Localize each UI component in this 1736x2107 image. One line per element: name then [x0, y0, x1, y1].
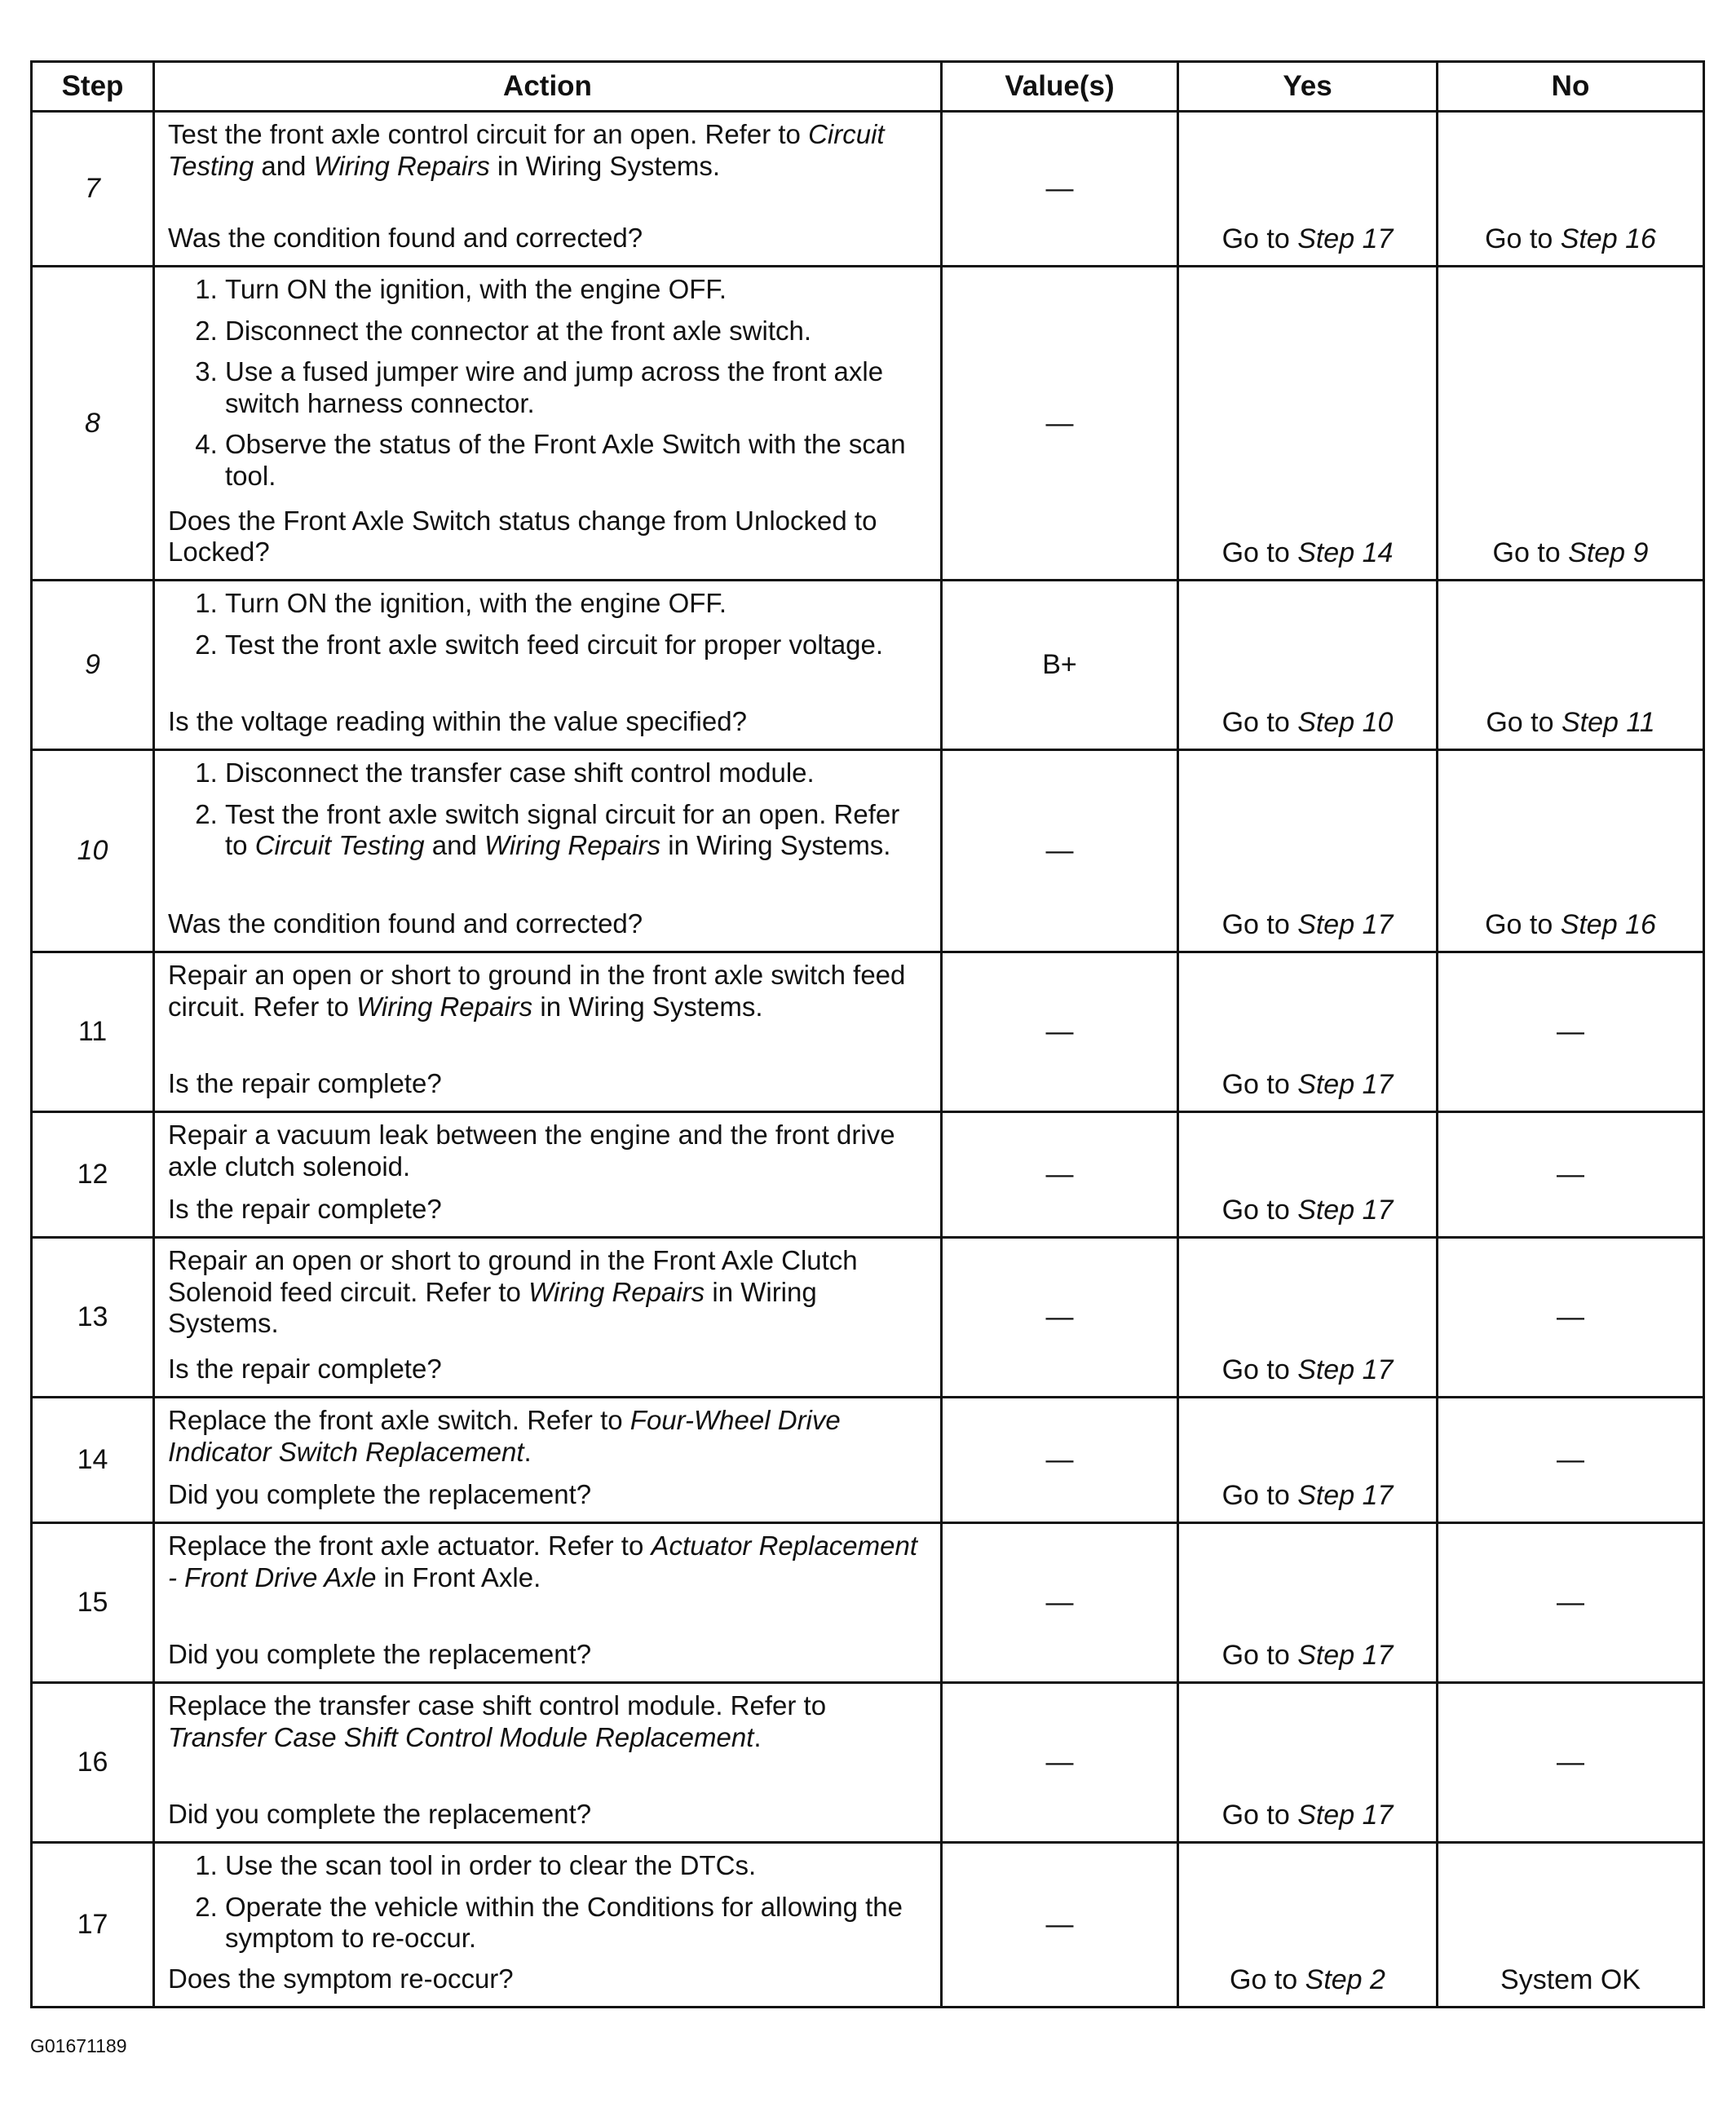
result-step: Step 16 — [1560, 909, 1656, 940]
result-text: — — [1557, 1587, 1584, 1618]
action-step — [225, 1892, 927, 1955]
table-row — [32, 1843, 1704, 2008]
table-row — [32, 750, 1704, 952]
result-step: Step 10 — [1297, 707, 1394, 738]
reference-text: Circuit Testing — [168, 119, 885, 181]
action-steps — [168, 758, 927, 862]
action-step — [225, 429, 927, 492]
text-run: in Wiring Systems. — [489, 150, 721, 181]
action-question: Is the repair complete? — [168, 1068, 442, 1099]
action-content — [168, 1405, 927, 1511]
value-cell: — — [942, 1238, 1178, 1398]
reference-text: Wiring Repairs — [356, 991, 533, 1022]
result-step: Step 17 — [1297, 1069, 1394, 1100]
result-prefix: Go to — [1221, 1069, 1298, 1100]
no-result — [1438, 1843, 1704, 2008]
action-question: Does the symptom re-occur? — [168, 1963, 514, 1994]
no-result — [1438, 952, 1704, 1112]
result-step: Step 17 — [1297, 909, 1394, 940]
action-content — [168, 1690, 927, 1831]
yes-result — [1178, 952, 1438, 1112]
table-row — [32, 1523, 1704, 1683]
text-run: Replace the front axle actuator. Refer to — [168, 1531, 652, 1561]
action-question: Did you complete the replacement? — [168, 1479, 592, 1510]
result-prefix: Go to — [1485, 909, 1561, 940]
action-step — [225, 758, 927, 789]
action-content — [168, 1850, 927, 1995]
text-run: Repair an open or short to ground in the front axle switch feed circuit. Refer to — [168, 960, 906, 1022]
diagnostic-table — [30, 60, 1705, 2008]
step-number: 10 — [32, 750, 154, 952]
action-cell — [154, 1523, 942, 1683]
action-step — [225, 356, 927, 419]
value-cell: — — [942, 750, 1178, 952]
reference-text: Wiring Repairs — [528, 1276, 705, 1307]
action-instructions — [168, 588, 927, 660]
text-run: . — [523, 1436, 532, 1467]
header-step: Step — [32, 62, 154, 112]
text-run: Replace the front axle switch. Refer to — [168, 1405, 630, 1435]
action-step — [225, 274, 927, 306]
action-content — [168, 960, 927, 1100]
value-cell: — — [942, 112, 1178, 267]
step-number: 13 — [32, 1238, 154, 1398]
value-cell: — — [942, 952, 1178, 1112]
table-row — [32, 112, 1704, 267]
figure-id: G01671189 — [30, 2035, 127, 2056]
reference-text: Four-Wheel Drive Indicator Switch Replacement — [168, 1405, 841, 1467]
text-run: in Wiring Systems. — [532, 991, 763, 1022]
action-step — [225, 1850, 927, 1882]
no-result — [1438, 1112, 1704, 1238]
result-text: — — [1557, 1159, 1584, 1190]
yes-result — [1178, 1398, 1438, 1523]
text-run: in Wiring Systems. — [660, 830, 891, 861]
result-step: Step 9 — [1568, 537, 1649, 568]
action-content — [168, 588, 927, 738]
action-step — [225, 316, 927, 347]
action-content — [168, 119, 927, 254]
yes-result — [1178, 581, 1438, 750]
text-run: Use the scan tool in order to clear the DTCs. — [225, 1850, 757, 1880]
text-run: Test the front axle switch feed circuit for proper voltage. — [225, 629, 884, 660]
result-prefix: Go to — [1221, 1640, 1298, 1671]
yes-result — [1178, 1112, 1438, 1238]
action-steps — [168, 274, 927, 493]
result-step: Step 11 — [1561, 707, 1655, 738]
text-run: Disconnect the transfer case shift control module. — [225, 758, 815, 788]
yes-result — [1178, 267, 1438, 581]
action-instructions — [168, 1245, 927, 1340]
text-run: Replace the transfer case shift control module. Refer to — [168, 1690, 827, 1720]
action-instructions — [168, 758, 927, 862]
header-row — [32, 62, 1704, 112]
result-prefix: Go to — [1221, 537, 1298, 568]
action-paragraph — [168, 1245, 927, 1340]
text-run: Repair a vacuum leak between the engine and the front drive axle clutch solenoid. — [168, 1120, 895, 1182]
text-run: and — [254, 150, 314, 181]
yes-result — [1178, 112, 1438, 267]
result-text: — — [1557, 1016, 1584, 1047]
text-run: and — [424, 830, 484, 861]
action-paragraph — [168, 1405, 927, 1468]
text-run: in Front Axle. — [376, 1561, 541, 1592]
action-cell — [154, 1238, 942, 1398]
action-step — [225, 588, 927, 620]
table-row — [32, 1238, 1704, 1398]
action-instructions — [168, 1531, 927, 1593]
value-cell: — — [942, 1398, 1178, 1523]
action-instructions — [168, 274, 927, 493]
text-run: in Wiring Systems. — [168, 1276, 817, 1339]
step-number: 8 — [32, 267, 154, 581]
result-step: Step 17 — [1297, 1800, 1394, 1831]
yes-result — [1178, 1683, 1438, 1843]
reference-text: Wiring Repairs — [313, 150, 490, 181]
action-content — [168, 758, 927, 940]
action-content — [168, 1245, 927, 1385]
result-prefix: Go to — [1221, 707, 1298, 738]
action-cell — [154, 750, 942, 952]
table-row — [32, 1112, 1704, 1238]
text-run: Use a fused jumper wire and jump across the front axle switch harness connector. — [225, 356, 884, 418]
header-values: Value(s) — [942, 62, 1178, 112]
text-run: Repair an open or short to ground in the Front Axle Clutch Solenoid feed circuit. Refer to — [168, 1245, 858, 1307]
text-run: Turn ON the ignition, with the engine OFF. — [225, 588, 727, 618]
table-row — [32, 1398, 1704, 1523]
result-step: Step 2 — [1305, 1964, 1385, 1995]
reference-text: Wiring Repairs — [484, 830, 661, 861]
action-cell — [154, 112, 942, 267]
action-question: Did you complete the replacement? — [168, 1799, 592, 1830]
step-number: 11 — [32, 952, 154, 1112]
reference-text: Transfer Case Shift Control Module Replacement — [168, 1721, 754, 1752]
action-instructions — [168, 1405, 927, 1468]
result-step: Step 17 — [1297, 1640, 1394, 1671]
value-cell: — — [942, 1523, 1178, 1683]
action-instructions — [168, 119, 927, 182]
step-number: 16 — [32, 1683, 154, 1843]
action-instructions — [168, 1120, 927, 1182]
action-steps — [168, 588, 927, 660]
text-run: . — [753, 1721, 762, 1752]
action-question: Was the condition found and corrected? — [168, 223, 643, 254]
text-run: Disconnect the connector at the front axle switch. — [225, 315, 812, 346]
result-step: Step 17 — [1297, 1480, 1394, 1511]
action-cell — [154, 1683, 942, 1843]
action-content — [168, 1531, 927, 1671]
header-no: No — [1438, 62, 1704, 112]
action-cell — [154, 267, 942, 581]
step-number: 15 — [32, 1523, 154, 1683]
no-result — [1438, 581, 1704, 750]
no-result — [1438, 1238, 1704, 1398]
action-question: Was the condition found and corrected? — [168, 908, 643, 939]
value-cell: — — [942, 1112, 1178, 1238]
step-number: 17 — [32, 1843, 154, 2008]
text-run: Operate the vehicle within the Conditions for allowing the symptom to re-occur. — [225, 1891, 903, 1954]
action-cell — [154, 1843, 942, 2008]
action-step — [225, 799, 927, 862]
result-prefix: Go to — [1221, 909, 1298, 940]
action-steps — [168, 1850, 927, 1955]
result-step: Step 14 — [1297, 537, 1394, 568]
result-text: — — [1557, 1747, 1584, 1778]
no-result — [1438, 1523, 1704, 1683]
no-result — [1438, 112, 1704, 267]
text-run: Test the front axle control circuit for an open. Refer to — [168, 119, 809, 149]
step-number: 7 — [32, 112, 154, 267]
result-step: Step 17 — [1297, 1195, 1394, 1226]
action-cell — [154, 581, 942, 750]
yes-result — [1178, 750, 1438, 952]
action-question: Is the repair complete? — [168, 1194, 442, 1225]
action-question: Did you complete the replacement? — [168, 1639, 592, 1670]
action-question: Does the Front Axle Switch status change from Unlocked to Locked? — [168, 505, 877, 568]
text-run: Observe the status of the Front Axle Switch with the scan tool. — [225, 429, 906, 492]
result-step: Step 16 — [1560, 223, 1656, 254]
result-step: Step 17 — [1297, 1354, 1394, 1385]
reference-text: Actuator Replacement - Front Drive Axle — [168, 1531, 918, 1592]
result-prefix: Go to — [1486, 707, 1562, 738]
result-step: Step 17 — [1297, 223, 1394, 254]
header-action: Action — [154, 62, 942, 112]
action-paragraph — [168, 960, 927, 1023]
step-number: 12 — [32, 1112, 154, 1238]
result-text: System OK — [1500, 1964, 1641, 1995]
result-text: — — [1557, 1444, 1584, 1475]
value-cell: — — [942, 1683, 1178, 1843]
result-prefix: Go to — [1221, 1800, 1298, 1831]
table-row — [32, 1683, 1704, 1843]
action-paragraph — [168, 1531, 927, 1593]
value-cell: — — [942, 1843, 1178, 2008]
action-cell — [154, 952, 942, 1112]
result-prefix: Go to — [1492, 537, 1569, 568]
result-prefix: Go to — [1485, 223, 1561, 254]
yes-result — [1178, 1523, 1438, 1683]
action-question: Is the voltage reading within the value specified? — [168, 706, 747, 737]
yes-result — [1178, 1843, 1438, 2008]
table-row — [32, 952, 1704, 1112]
table-row — [32, 581, 1704, 750]
action-paragraph — [168, 1120, 927, 1182]
text-run: Test the front axle switch signal circuit for an open. Refer to — [225, 798, 900, 861]
action-instructions — [168, 1690, 927, 1753]
action-cell — [154, 1398, 942, 1523]
result-prefix: Go to — [1221, 223, 1298, 254]
result-text: — — [1557, 1301, 1584, 1332]
yes-result — [1178, 1238, 1438, 1398]
action-content — [168, 1120, 927, 1226]
action-instructions — [168, 960, 927, 1023]
action-content — [168, 274, 927, 568]
result-prefix: Go to — [1221, 1354, 1298, 1385]
action-step — [225, 629, 927, 661]
table-row — [32, 267, 1704, 581]
result-prefix: Go to — [1221, 1195, 1298, 1226]
result-prefix: Go to — [1221, 1480, 1298, 1511]
action-paragraph — [168, 119, 927, 182]
action-question: Is the repair complete? — [168, 1354, 442, 1385]
reference-text: Circuit Testing — [254, 830, 425, 861]
result-prefix: Go to — [1230, 1964, 1305, 1995]
text-run: Turn ON the ignition, with the engine OFF. — [225, 274, 727, 304]
action-cell — [154, 1112, 942, 1238]
action-paragraph — [168, 1690, 927, 1753]
no-result — [1438, 267, 1704, 581]
value-cell: B+ — [942, 581, 1178, 750]
no-result — [1438, 1683, 1704, 1843]
step-number: 9 — [32, 581, 154, 750]
no-result — [1438, 1398, 1704, 1523]
value-cell: — — [942, 267, 1178, 581]
header-yes: Yes — [1178, 62, 1438, 112]
action-instructions — [168, 1850, 927, 1955]
no-result — [1438, 750, 1704, 952]
step-number: 14 — [32, 1398, 154, 1523]
